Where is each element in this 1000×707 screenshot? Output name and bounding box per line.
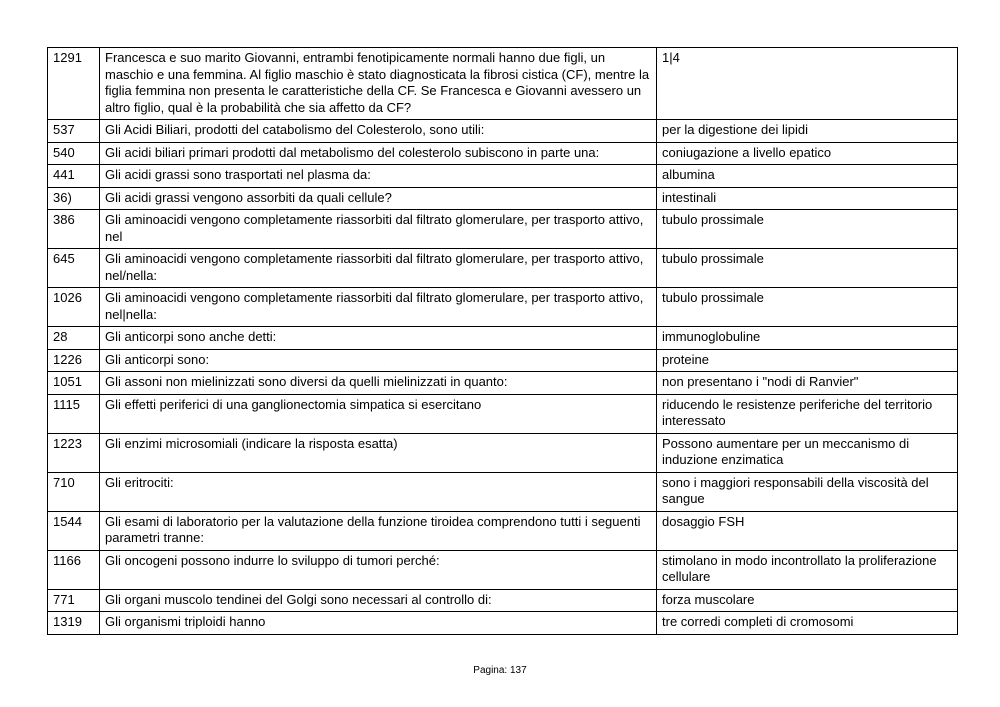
- question-number-cell: 540: [48, 142, 100, 165]
- question-text-cell: Gli acidi grassi vengono assorbiti da quali cellule?: [100, 187, 657, 210]
- table-row: [48, 372, 958, 395]
- table-row: [48, 288, 958, 327]
- question-text-cell: Gli anticorpi sono anche detti:: [100, 327, 657, 350]
- table-row: [48, 120, 958, 143]
- question-text-cell: Gli aminoacidi vengono completamente riassorbiti dal filtrato glomerulare, per trasporto attivo, nel|nella:: [100, 288, 657, 327]
- answer-text-cell: proteine: [657, 349, 958, 372]
- question-number-cell: 710: [48, 472, 100, 511]
- table-row: [48, 48, 958, 120]
- answer-text-cell: dosaggio FSH: [657, 511, 958, 550]
- table-row: [48, 394, 958, 433]
- answer-text-cell: tubulo prossimale: [657, 288, 958, 327]
- question-text-cell: Gli acidi biliari primari prodotti dal metabolismo del colesterolo subiscono in parte una:: [100, 142, 657, 165]
- question-number-cell: 386: [48, 210, 100, 249]
- question-text-cell: Gli enzimi microsomiali (indicare la risposta esatta): [100, 433, 657, 472]
- question-number-cell: 1226: [48, 349, 100, 372]
- question-number-cell: 1223: [48, 433, 100, 472]
- table-row: [48, 210, 958, 249]
- question-number-cell: 36): [48, 187, 100, 210]
- question-text-cell: Gli eritrociti:: [100, 472, 657, 511]
- question-text-cell: Gli organi muscolo tendinei del Golgi sono necessari al controllo di:: [100, 589, 657, 612]
- question-number-cell: 1291: [48, 48, 100, 120]
- table-row: [48, 187, 958, 210]
- answer-text-cell: sono i maggiori responsabili della viscosità del sangue: [657, 472, 958, 511]
- table-row: [48, 511, 958, 550]
- table-row: [48, 550, 958, 589]
- answer-text-cell: albumina: [657, 165, 958, 188]
- question-text-cell: Gli effetti periferici di una ganglionectomia simpatica si esercitano: [100, 394, 657, 433]
- question-number-cell: 1051: [48, 372, 100, 395]
- question-text-cell: Gli acidi grassi sono trasportati nel plasma da:: [100, 165, 657, 188]
- question-number-cell: 1319: [48, 612, 100, 635]
- answer-text-cell: riducendo le resistenze periferiche del territorio interessato: [657, 394, 958, 433]
- question-text-cell: Gli esami di laboratorio per la valutazione della funzione tiroidea comprendono tutti i seguenti parametri tranne:: [100, 511, 657, 550]
- question-number-cell: 645: [48, 249, 100, 288]
- answer-text-cell: tre corredi completi di cromosomi: [657, 612, 958, 635]
- answer-text-cell: stimolano in modo incontrollato la proliferazione cellulare: [657, 550, 958, 589]
- table-row: [48, 327, 958, 350]
- question-number-cell: 771: [48, 589, 100, 612]
- question-number-cell: 441: [48, 165, 100, 188]
- table-row: [48, 433, 958, 472]
- answer-text-cell: immunoglobuline: [657, 327, 958, 350]
- question-number-cell: 28: [48, 327, 100, 350]
- question-text-cell: Gli oncogeni possono indurre lo sviluppo di tumori perché:: [100, 550, 657, 589]
- question-number-cell: 1544: [48, 511, 100, 550]
- answer-text-cell: Possono aumentare per un meccanismo di induzione enzimatica: [657, 433, 958, 472]
- answer-text-cell: intestinali: [657, 187, 958, 210]
- table-row: [48, 249, 958, 288]
- table-row: [48, 472, 958, 511]
- question-text-cell: Gli assoni non mielinizzati sono diversi da quelli mielinizzati in quanto:: [100, 372, 657, 395]
- table-row: [48, 589, 958, 612]
- question-table: [47, 47, 958, 635]
- table-row: [48, 142, 958, 165]
- question-text-cell: Gli organismi triploidi hanno: [100, 612, 657, 635]
- answer-text-cell: tubulo prossimale: [657, 249, 958, 288]
- answer-text-cell: forza muscolare: [657, 589, 958, 612]
- question-text-cell: Francesca e suo marito Giovanni, entrambi fenotipicamente normali hanno due figli, un maschio e una femmina. Al figlio maschio è stato diagnosticata la fibrosi cistica (CF), mentre la figlia femmina non presenta le caratteristiche della CF. Se Francesca e Giovanni avessero un altro figlio, qual è la probabilità che sia affetto da CF?: [100, 48, 657, 120]
- question-text-cell: Gli Acidi Biliari, prodotti del catabolismo del Colesterolo, sono utili:: [100, 120, 657, 143]
- question-number-cell: 1166: [48, 550, 100, 589]
- answer-text-cell: coniugazione a livello epatico: [657, 142, 958, 165]
- answer-text-cell: 1|4: [657, 48, 958, 120]
- page-number: Pagina: 137: [473, 665, 527, 676]
- table-row: [48, 349, 958, 372]
- answer-text-cell: tubulo prossimale: [657, 210, 958, 249]
- question-text-cell: Gli aminoacidi vengono completamente riassorbiti dal filtrato glomerulare, per trasporto attivo, nel/nella:: [100, 249, 657, 288]
- table-row: [48, 165, 958, 188]
- answer-text-cell: non presentano i "nodi di Ranvier": [657, 372, 958, 395]
- question-text-cell: Gli aminoacidi vengono completamente riassorbiti dal filtrato glomerulare, per trasporto attivo, nel: [100, 210, 657, 249]
- question-number-cell: 1115: [48, 394, 100, 433]
- table-row: [48, 612, 958, 635]
- question-number-cell: 1026: [48, 288, 100, 327]
- answer-text-cell: per la digestione dei lipidi: [657, 120, 958, 143]
- question-number-cell: 537: [48, 120, 100, 143]
- question-table-body: [48, 48, 958, 635]
- question-text-cell: Gli anticorpi sono:: [100, 349, 657, 372]
